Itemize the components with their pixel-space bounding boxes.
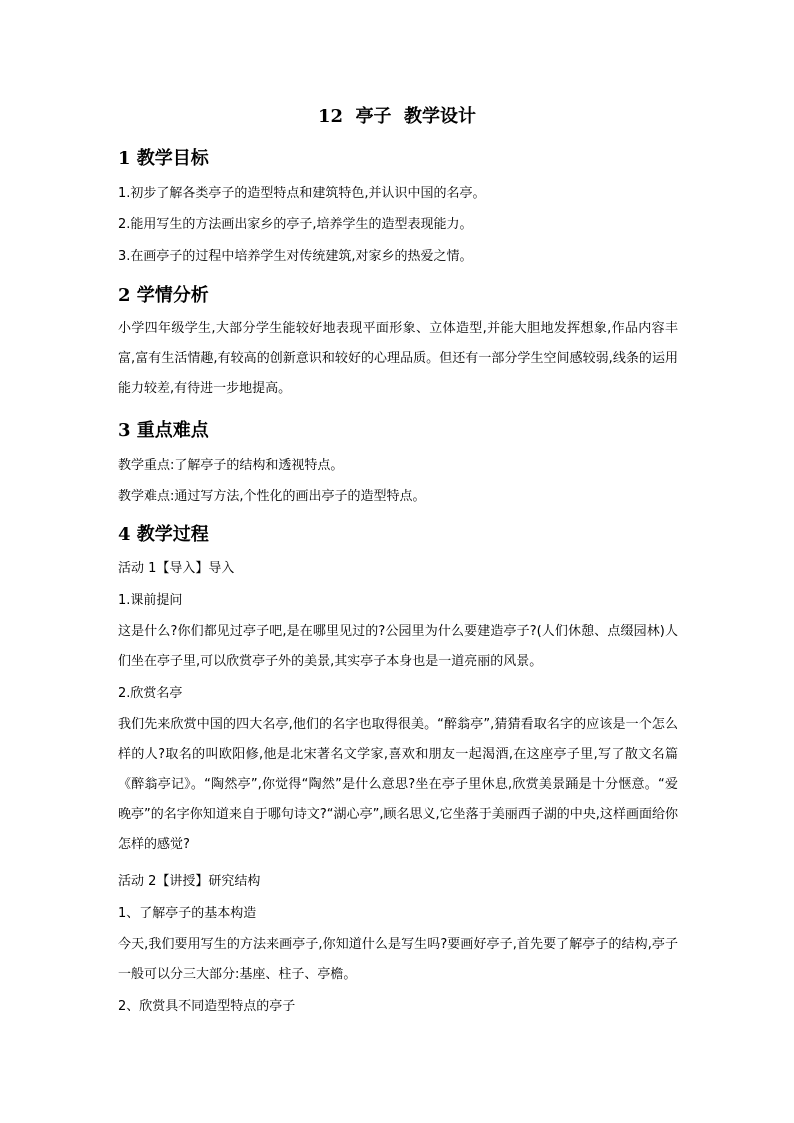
section-heading-process: 4 教学过程	[118, 524, 209, 545]
analysis-paragraph: 小学四年级学生,大部分学生能较好地表现平面形象、立体造型,并能大胆地发挥想象,作品内容丰富,富有生活情趣,有较高的创新意识和较好的心理品质。但还有一部分学生空间感较弱,线条的运用能力较差,有待进一步地提高。	[118, 321, 678, 396]
difficulty-item: 教学难点:通过写方法,个性化的画出亭子的造型特点。	[118, 489, 426, 504]
subheading-styles: 2、欣赏具不同造型特点的亭子	[118, 999, 296, 1014]
questions-paragraph: 这是什么?你们都见过亭子吧,是在哪里见过的?公园里为什么要建造亭子?(人们休憩、点缀园林)人们坐在亭子里,可以欣赏亭子外的美景,其实亭子本身也是一道亮丽的风景。	[118, 624, 678, 669]
key-point-item: 教学重点:了解亭子的结构和透视特点。	[118, 458, 344, 473]
objective-item-3: 3.在画亭子的过程中培养学生对传统建筑,对家乡的热爱之情。	[118, 249, 473, 264]
document-title: 12 亭子 教学设计	[317, 106, 477, 127]
section-heading-key-points: 3 重点难点	[118, 420, 209, 441]
section-heading-objectives: 1 教学目标	[118, 148, 209, 169]
activity-2-label: 活动 2【讲授】研究结构	[118, 874, 261, 889]
subheading-structure: 1、了解亭子的基本构造	[118, 906, 257, 921]
famous-pavilions-paragraph: 我们先来欣赏中国的四大名亭,他们的名字也取得很美。“醉翁亭”,猜猜看取名字的应该是一个怎么样的人?取名的叫欧阳修,他是北宋著名文学家,喜欢和朋友一起渴酒,在这座亭子里,写了散文名篇《醉翁亭记》。“陶然亭”,你觉得“陶然”是什么意思?坐在亭子里休息,欣赏美景踊是十分惬意。“爱晚亭”的名字你知道来自于哪句诗文?“湖心亭”,顾名思义,它坐落于美丽西子湖的中央,这样画面给你怎样的感觉?	[118, 717, 678, 852]
structure-paragraph: 今天,我们要用写生的方法来画亭子,你知道什么是写生吗?要画好亭子,首先要了解亭子的结构,亭子一般可以分三大部分:基座、柱子、亭檐。	[118, 937, 678, 982]
section-heading-analysis: 2 学情分析	[118, 285, 209, 306]
objective-item-2: 2.能用写生的方法画出家乡的亭子,培养学生的造型表现能力。	[118, 217, 473, 232]
subheading-questions: 1.课前提问	[118, 593, 183, 608]
objective-item-1: 1.初步了解各类亭子的造型特点和建筑特色,并认识中国的名亭。	[118, 186, 486, 201]
activity-1-label: 活动 1【导入】导入	[118, 561, 235, 576]
subheading-famous-pavilions: 2.欣赏名亭	[118, 686, 183, 701]
